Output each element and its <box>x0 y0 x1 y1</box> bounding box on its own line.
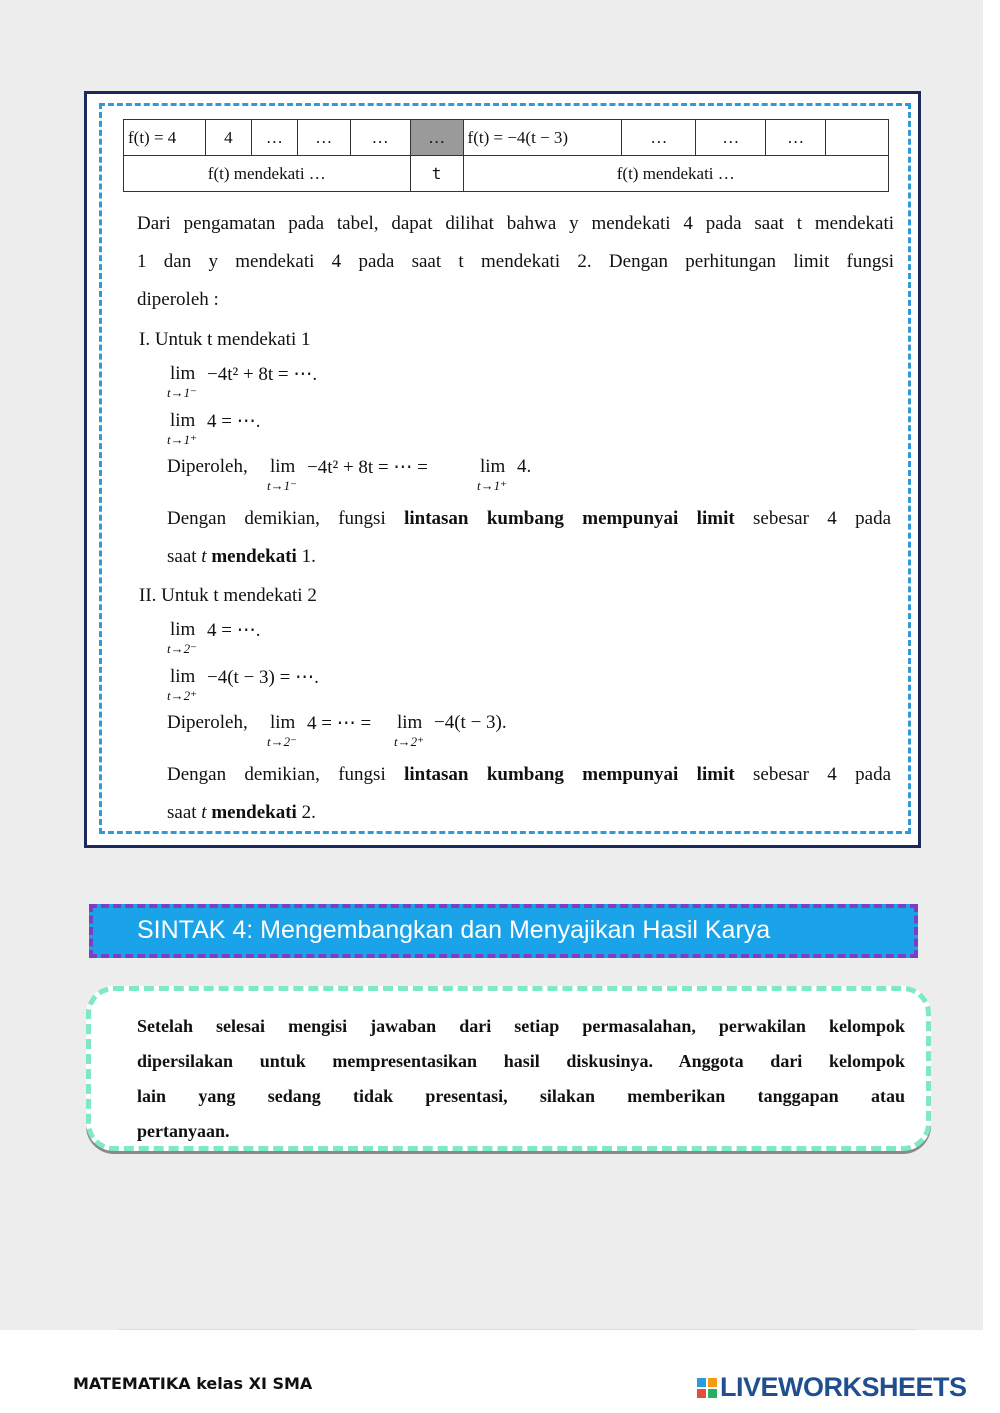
logo-square <box>708 1378 717 1387</box>
intro-line: 1 dan y mendekati 4 pada saat t mendekati 2. Dengan perhitungan limit fungsi <box>137 251 894 272</box>
lim-word: lim <box>270 712 296 733</box>
limit-expression <box>167 363 197 400</box>
table-cell-highlight[interactable]: … <box>410 120 463 156</box>
table-cell[interactable]: … <box>251 120 297 156</box>
table-cell: f(t) mendekati … <box>463 156 888 192</box>
lim-subscript: t→1⁺ <box>477 478 507 493</box>
footer-divider <box>118 1329 916 1330</box>
table-row <box>124 156 889 192</box>
table-cell: t <box>410 156 463 192</box>
part2-conclusion <box>167 756 891 832</box>
table-cell[interactable] <box>826 120 889 156</box>
presentation-note-box <box>86 986 931 1151</box>
logo-square <box>697 1378 706 1387</box>
logo-square <box>697 1389 706 1398</box>
note-line: lain yang sedang tidak presentasi, silakan memberikan tanggapan atau <box>137 1086 905 1106</box>
lim-subscript: t→2⁻ <box>167 641 197 656</box>
diperoleh-label: Diperoleh, <box>167 712 248 733</box>
logo-square <box>708 1389 717 1398</box>
table-cell: f(t) = −4(t − 3) <box>463 120 622 156</box>
table-cell[interactable]: … <box>696 120 766 156</box>
function-value-table <box>123 119 889 192</box>
logo-grid-icon <box>697 1378 717 1398</box>
lim-word: lim <box>170 410 196 431</box>
table-cell: f(t) = 4 <box>124 120 206 156</box>
limit-expression <box>167 666 197 703</box>
note-line: Setelah selesai mengisi jawaban dari setiap permasalahan, perwakilan kelompok <box>137 1016 905 1036</box>
limit-expression <box>477 456 507 493</box>
intro-paragraph <box>137 205 894 319</box>
intro-line: Dari pengamatan pada tabel, dapat dilihat bahwa y mendekati 4 pada saat t mendekati <box>137 213 894 234</box>
limit-expression <box>167 410 197 447</box>
table-row <box>124 120 889 156</box>
part1-heading: I. Untuk t mendekati 1 <box>139 329 311 350</box>
sintak-title: SINTAK 4: Mengembangkan dan Menyajikan Hasil Karya <box>137 916 771 944</box>
lim-word: lim <box>480 456 506 477</box>
limit-expression <box>267 456 297 493</box>
limit-equation: 4 = ⋯ = <box>307 713 372 734</box>
limit-expression <box>267 712 297 749</box>
limit-expression <box>394 712 424 749</box>
note-paragraph <box>137 1009 905 1149</box>
lim-word: lim <box>270 456 296 477</box>
limit-equation: −4t² + 8t = ⋯ = <box>307 457 428 478</box>
lim-subscript: t→1⁻ <box>167 385 197 400</box>
sintak-banner <box>89 904 918 958</box>
lim-subscript: t→2⁺ <box>167 688 197 703</box>
logo-text: LIVEWORKSHEETS <box>720 1372 967 1402</box>
conclusion-line: saat t mendekati 1. <box>167 546 316 567</box>
lim-word: lim <box>397 712 423 733</box>
lim-subscript: t→1⁺ <box>167 432 197 447</box>
table-cell[interactable]: … <box>622 120 696 156</box>
part1-conclusion <box>167 500 891 576</box>
part2-heading: II. Untuk t mendekati 2 <box>139 585 317 606</box>
limit-equation: −4(t − 3). <box>434 712 507 733</box>
liveworksheets-logo[interactable] <box>697 1372 967 1403</box>
limit-explanation-frame <box>84 91 921 848</box>
note-line: dipersilakan untuk mempresentasikan hasil diskusinya. Anggota dari kelompok <box>137 1051 905 1071</box>
limit-equation: 4 = ⋯. <box>207 620 261 641</box>
lim-word: lim <box>170 619 196 640</box>
diperoleh-label: Diperoleh, <box>167 456 248 477</box>
lim-subscript: t→2⁺ <box>394 734 424 749</box>
conclusion-line: Dengan demikian, fungsi lintasan kumbang mempunyai limit sebesar 4 pada <box>167 764 891 785</box>
table-cell[interactable]: … <box>766 120 826 156</box>
footer-subject: MATEMATIKA kelas XI SMA <box>73 1374 313 1393</box>
table-cell[interactable]: 4 <box>205 120 251 156</box>
conclusion-line: saat t mendekati 2. <box>167 802 316 823</box>
table-cell: f(t) mendekati … <box>124 156 411 192</box>
note-line: pertanyaan. <box>137 1121 230 1141</box>
limit-equation: 4 = ⋯. <box>207 411 261 432</box>
lim-subscript: t→1⁻ <box>267 478 297 493</box>
table-cell[interactable]: … <box>350 120 410 156</box>
table-cell[interactable]: … <box>297 120 350 156</box>
limit-equation: −4(t − 3) = ⋯. <box>207 667 319 688</box>
conclusion-line: Dengan demikian, fungsi lintasan kumbang mempunyai limit sebesar 4 pada <box>167 508 891 529</box>
limit-equation: −4t² + 8t = ⋯. <box>207 364 318 385</box>
limit-equation: 4. <box>517 456 532 477</box>
limit-expression <box>167 619 197 656</box>
lim-word: lim <box>170 666 196 687</box>
intro-line: diperoleh : <box>137 289 219 310</box>
lim-subscript: t→2⁻ <box>267 734 297 749</box>
lim-word: lim <box>170 363 196 384</box>
